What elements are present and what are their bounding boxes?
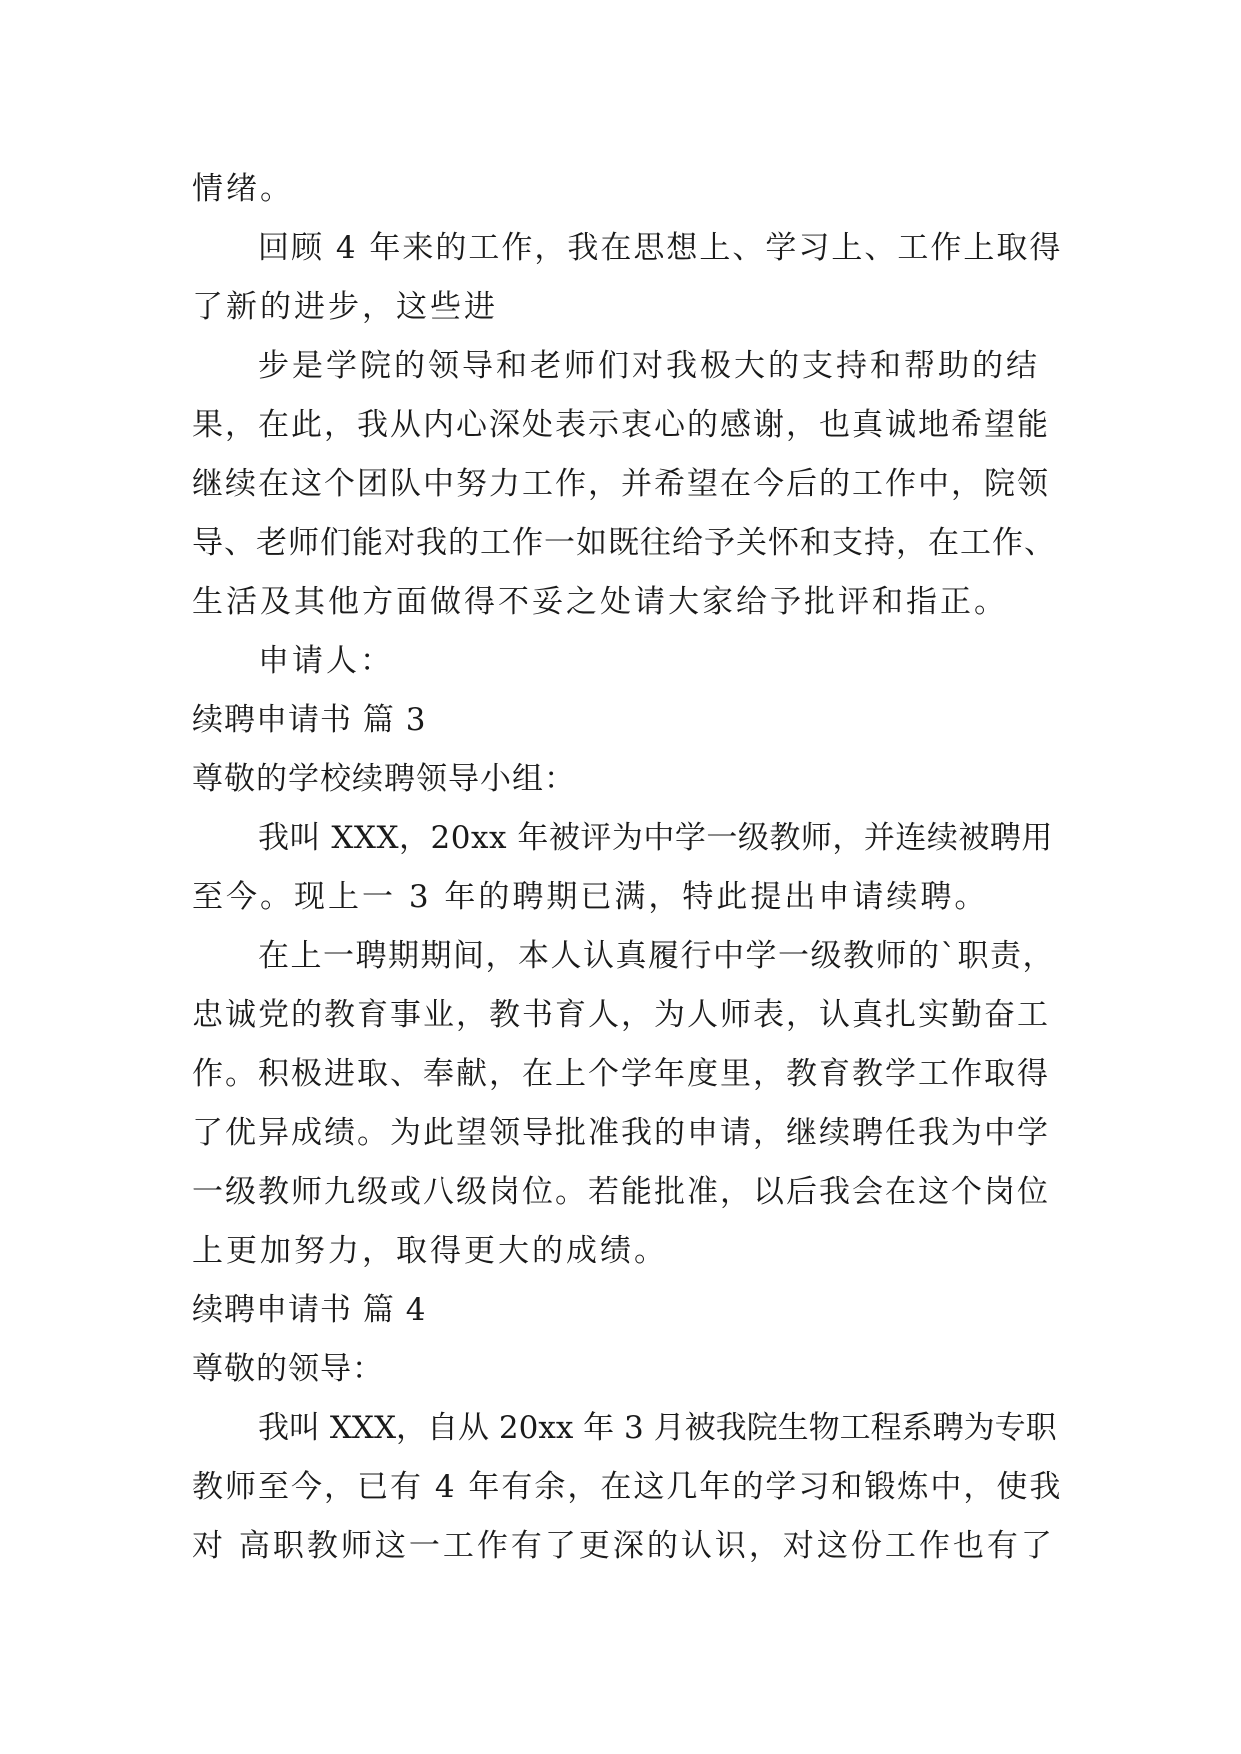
paragraph-line: 我叫 XXX，自从 20xx 年 3 月被我院生物工程系聘为专职	[258, 1410, 1057, 1446]
section-heading: 续聘申请书 篇 4	[192, 1292, 427, 1328]
text-line: 果，在此，我从内心深处表示衷心的感谢，也真诚地希望能	[192, 407, 1050, 443]
text-line: 生活及其他方面做得不妥之处请大家给予批评和指正。	[192, 584, 1008, 620]
paragraph-line: 回顾 4 年来的工作，我在思想上、学习上、工作上取得	[258, 230, 1063, 266]
text-line: 对 高职教师这一工作有了更深的认识，对这份工作也有了	[192, 1528, 1055, 1564]
salutation: 尊敬的领导：	[192, 1351, 384, 1387]
text-line: 一级教师九级或八级岗位。若能批准，以后我会在这个岗位	[192, 1174, 1050, 1210]
text-line: 情绪。	[192, 171, 294, 207]
section-heading: 续聘申请书 篇 3	[192, 702, 427, 738]
text-line: 教师至今，已有 4 年有余，在这几年的学习和锻炼中，使我	[192, 1469, 1063, 1505]
paragraph-line: 在上一聘期期间，本人认真履行中学一级教师的`职责，	[258, 938, 1055, 974]
text-line: 继续在这个团队中努力工作，并希望在今后的工作中，院领	[192, 466, 1050, 502]
paragraph-line: 步是学院的领导和老师们对我极大的支持和帮助的结	[258, 348, 1040, 384]
paragraph-line: 我叫 XXX，20xx 年被评为中学一级教师，并连续被聘用	[258, 820, 1053, 856]
text-line: 导、老师们能对我的工作一如既往给予关怀和支持，在工作、	[192, 525, 1056, 561]
text-line: 上更加努力，取得更大的成绩。	[192, 1233, 668, 1269]
text-line: 了新的进步，这些进	[192, 289, 498, 325]
salutation: 尊敬的学校续聘领导小组：	[192, 761, 576, 797]
text-line: 了优异成绩。为此望领导批准我的申请，继续聘任我为中学	[192, 1115, 1050, 1151]
text-line: 作。积极进取、奉献，在上个学年度里，教育教学工作取得	[192, 1056, 1050, 1092]
signature-label: 申请人：	[258, 643, 394, 679]
text-line: 忠诚党的教育事业，教书育人，为人师表，认真扎实勤奋工	[192, 997, 1050, 1033]
document-body	[192, 160, 1062, 1576]
text-line: 至今。现上一 3 年的聘期已满，特此提出申请续聘。	[192, 879, 989, 915]
